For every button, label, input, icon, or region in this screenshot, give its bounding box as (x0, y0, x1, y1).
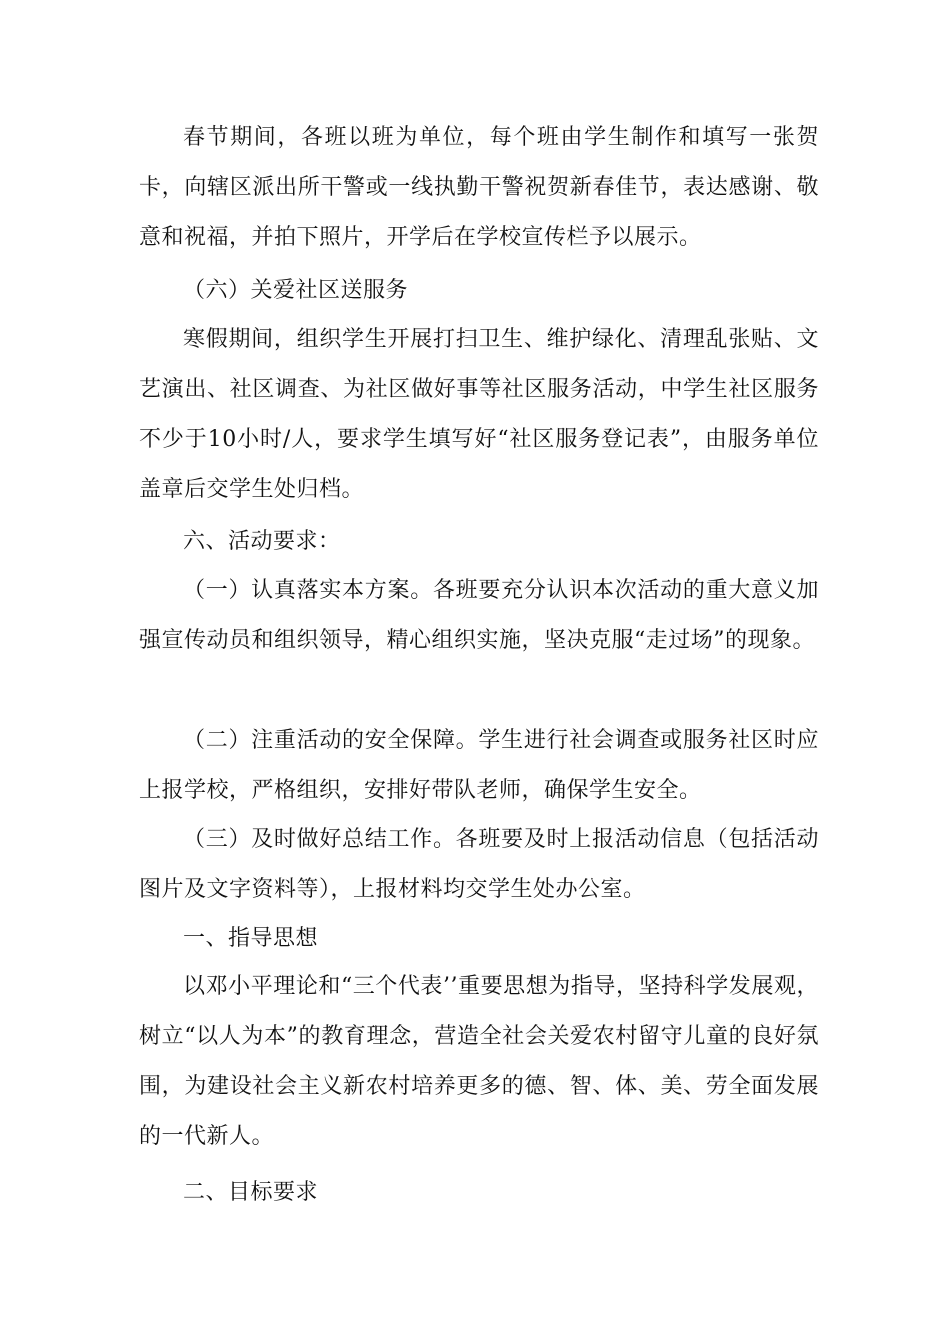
section-heading-guiding-ideology: 一、指导思想 (183, 926, 319, 951)
paragraph-requirement-3: （三）及时做好总结工作。各班要及时上报活动信息（包括活动图片及文字资料等），上报材料均交学生处办公室。 (139, 827, 819, 902)
section-heading-activity-requirements: 六、活动要求： (183, 529, 341, 554)
paragraph-requirement-2: （二）注重活动的安全保障。学生进行社会调查或服务社区时应上报学校，严格组织，安排好带队老师，确保学生安全。 (139, 728, 819, 803)
paragraph-requirement-1: （一）认真落实本方案。各班要充分认识本次活动的重大意义加强宣传动员和组织领导，精心组织实施，坚决克服“走过场”的现象。 (139, 578, 819, 653)
section-heading-objectives: 二、目标要求 (183, 1180, 319, 1205)
paragraph-greeting-cards: 春节期间，各班以班为单位，每个班由学生制作和填写一张贺卡，向辖区派出所干警或一线执勤干警祝贺新春佳节，表达感谢、敬意和祝福，并拍下照片，开学后在学校宣传栏予以展示。 (139, 125, 819, 250)
section-heading-community-service: （六）关爱社区送服务 (183, 278, 409, 303)
paragraph-guiding-ideology: 以邓小平理论和“三个代表’’重要思想为指导，坚持科学发展观，树立“以人为本”的教育理念，营造全社会关爱农村留守儿童的良好氛围，为建设社会主义新农村培养更多的德、智、体、美、劳全面发展的一代新人。 (139, 974, 819, 1149)
paragraph-community-service: 寒假期间，组织学生开展打扫卫生、维护绿化、清理乱张贴、文艺演出、社区调查、为社区做好事等社区服务活动，中学生社区服务不少于10小时/人，要求学生填写好“社区服务登记表”，由服务单位盖章后交学生处归档。 (139, 327, 819, 502)
